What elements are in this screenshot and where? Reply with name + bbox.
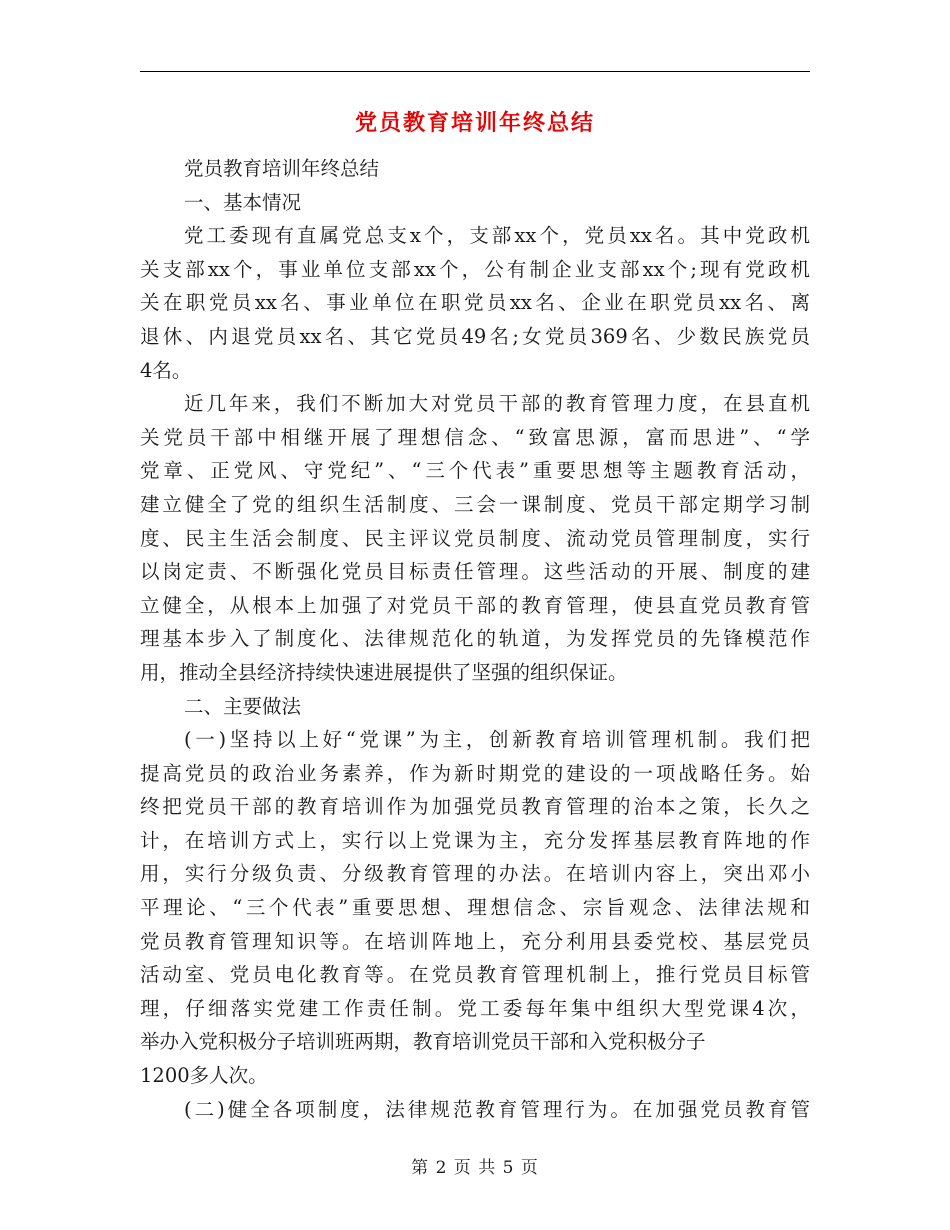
paragraph-line: 立健全，从根本上加强了对党员干部的教育管理，使县直党员教育管 xyxy=(140,593,810,617)
paragraph-line: 关支部xx个，事业单位支部xx个，公有制企业支部xx个;现有党政机 xyxy=(140,257,810,281)
paragraph-line: 关党员干部中相继开展了理想信念、“致富思源，富而思进”、“学 xyxy=(140,425,810,449)
paragraph-line: 党员教育管理知识等。在培训阵地上，充分利用县委党校、基层党员 xyxy=(140,929,810,953)
paragraph-line: 理基本步入了制度化、法律规范化的轨道，为发挥党员的先锋模范作 xyxy=(140,627,810,651)
paragraph-line: 理，仔细落实党建工作责任制。党工委每年集中组织大型党课4次， xyxy=(140,996,810,1020)
paragraph-line: 以岗定责、不断强化党员目标责任管理。这些活动的开展、制度的建 xyxy=(140,560,810,584)
paragraph-line: (二)健全各项制度，法律规范教育管理行为。在加强党员教育管 xyxy=(184,1097,810,1121)
paragraph-line: 4名。 xyxy=(140,358,192,382)
document-title: 党员教育培训年终总结 xyxy=(354,111,595,136)
page-footer: 第 2 页 共 5 页 xyxy=(411,1158,539,1178)
subtitle-line: 党员教育培训年终总结 xyxy=(184,157,380,180)
paragraph-line: 终把党员干部的教育培训作为加强党员教育管理的治本之策，长久之 xyxy=(140,795,810,819)
paragraph-line: 近几年来，我们不断加大对党员干部的教育管理力度，在县直机 xyxy=(184,392,810,416)
paragraph-line: 计，在培训方式上，实行以上党课为主，充分发挥基层教育阵地的作 xyxy=(140,828,810,852)
section-heading: 二、主要做法 xyxy=(184,694,302,718)
paragraph-line: 度、民主生活会制度、民主评议党员制度、流动党员管理制度，实行 xyxy=(140,526,810,550)
paragraph-line: 关在职党员xx名、事业单位在职党员xx名、企业在职党员xx名、离 xyxy=(140,291,810,315)
paragraph-line: (一)坚持以上好“党课”为主，创新教育培训管理机制。我们把 xyxy=(184,728,810,752)
paragraph-line: 党章、正党风、守党纪”、“三个代表”重要思想等主题教育活动， xyxy=(140,459,810,483)
header-rule xyxy=(140,71,810,72)
paragraph-line: 活动室、党员电化教育等。在党员教育管理机制上，推行党员目标管 xyxy=(140,963,810,987)
paragraph-line: 退休、内退党员xx名、其它党员49名;女党员369名、少数民族党员 xyxy=(140,324,810,348)
paragraph-line: 1200多人次。 xyxy=(140,1064,268,1088)
paragraph-line: 举办入党积极分子培训班两期，教育培训党员干部和入党积极分子 xyxy=(140,1030,706,1054)
document-body xyxy=(140,152,810,1126)
section-heading: 一、基本情况 xyxy=(184,190,302,214)
paragraph-line: 用，实行分级负责、分级教育管理的办法。在培训内容上，突出邓小 xyxy=(140,862,810,886)
paragraph-line: 党工委现有直属党总支x个，支部xx个，党员xx名。其中党政机 xyxy=(184,224,810,248)
paragraph-line: 平理论、“三个代表”重要思想、理想信念、宗旨观念、法律法规和 xyxy=(140,896,810,920)
paragraph-line: 用，推动全县经济持续快速进展提供了坚强的组织保证。 xyxy=(140,660,628,684)
paragraph-line: 建立健全了党的组织生活制度、三会一课制度、党员干部定期学习制 xyxy=(140,492,810,516)
paragraph-line: 提高党员的政治业务素养，作为新时期党的建设的一项战略任务。始 xyxy=(140,761,810,785)
